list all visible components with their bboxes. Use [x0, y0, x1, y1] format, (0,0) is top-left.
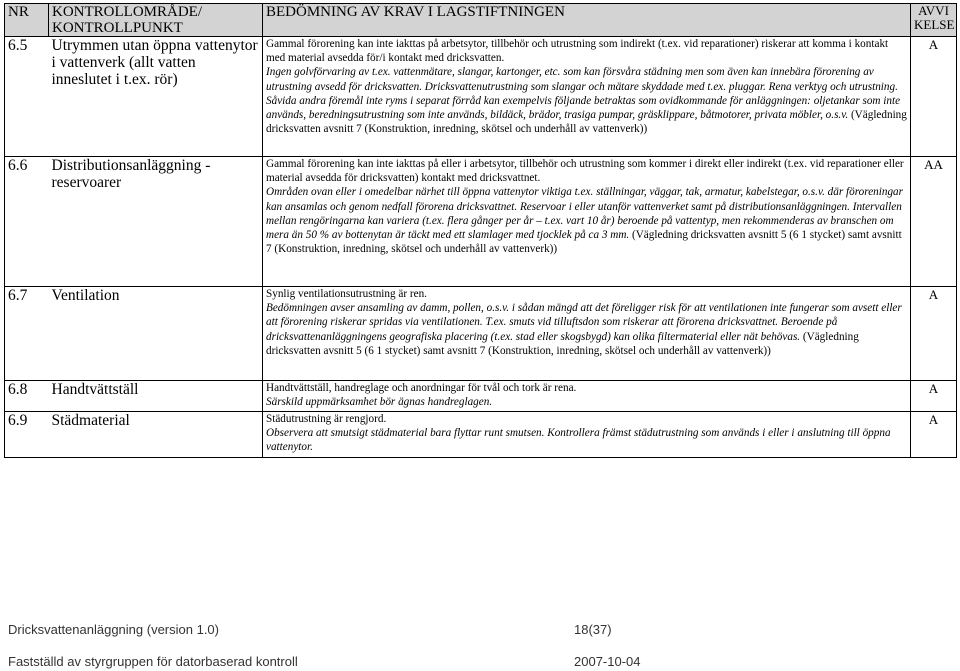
row-assessment [263, 412, 911, 458]
row-nr: 6.5 [5, 37, 49, 157]
deviation-class: A [911, 287, 957, 381]
row-assessment [263, 287, 911, 381]
footer-page-number: 18(37) [574, 622, 612, 637]
row-nr: 6.6 [5, 157, 49, 287]
requirement-text: Gammal förorening kan inte iakttas på arbetsytor, tillbehör och utrustning som indirekt (t.ex. vid reparationer) riskerar att komma i kontakt med material avsedda för/i kontakt med dricksvatten. [266, 38, 889, 65]
guidance-text: (Vägledning dricksvatten avsnitt 7 (Konstruktion, inredning, skötsel och underhåll av vattenverk)) [266, 109, 907, 136]
row-nr: 6.9 [5, 412, 49, 458]
table-row [5, 37, 957, 157]
requirement-text: Synlig ventilationsutrustning är ren. [266, 288, 427, 300]
header-assessment: BEDÖMNING AV KRAV I LAGSTIFTNINGEN [263, 4, 911, 37]
footer-established-by: Fastställd av styrgruppen för datorbaserad kontroll [8, 654, 298, 669]
footer-date: 2007-10-04 [574, 654, 641, 669]
table-row [5, 157, 957, 287]
row-area: Utrymmen utan öppna vattenytor i vattenverk (allt vatten inneslutet i t.ex. rör) [49, 37, 263, 157]
note-text: Observera att smutsigt städmaterial bara flyttar runt smutsen. Kontrollera främst städutrustning som används i eller i anslutning till öppna vattenytor. [266, 427, 891, 454]
table-header-row [5, 4, 957, 37]
guidance-text: (Vägledning dricksvatten avsnitt 5 (6 1 stycket) samt avsnitt 7 (Konstruktion, inredning, skötsel och underhåll av vattenverk)) [266, 330, 859, 357]
row-area: Städmaterial [49, 412, 263, 458]
guidance-text: (Vägledning dricksvatten avsnitt 5 (6 1 stycket) samt avsnitt 7 (Konstruktion, inredning, skötsel och underhåll av vattenverk)) [266, 229, 902, 256]
deviation-class: A [911, 412, 957, 458]
table-row [5, 381, 957, 412]
footer-document-name: Dricksvattenanläggning (version 1.0) [8, 622, 219, 637]
requirement-text: Gammal förorening kan inte iakttas på eller i arbetsytor, tillbehör och utrustning som kommer i direkt eller indirekt (t.ex. vid reparationer eller material avsedda för dricksvatten) kontakt med dricksvattnet. [266, 158, 904, 185]
header-area: KONTROLLOMRÅDE/ KONTROLLPUNKT [49, 4, 263, 37]
deviation-class: AA [911, 157, 957, 287]
deviation-class: A [911, 37, 957, 157]
inspection-table [4, 3, 957, 458]
row-assessment [263, 157, 911, 287]
row-assessment [263, 37, 911, 157]
deviation-class: A [911, 381, 957, 412]
row-area: Handtvättställ [49, 381, 263, 412]
note-text: Områden ovan eller i omedelbar närhet till öppna vattenytor viktiga t.ex. ställningar, väggar, tak, armatur, kabelstegar, o.s.v. där föroreningar kan ansamlas och genom nedfall förorena dricksvattnet. Reservoar i eller utanför vattenverket samt på distributionsanläggningen. Intervallen mellan rengöringarna kan variera (t.ex. flera gånger per år – t.ex. vart 10 år) beroende på vattentyp, men rekommenderas av branschen om mera än 50 % av bottenytan är täckt med ett slamlager med tjocklek på ca 3 mm. (Vägledning dricksvatten avsnitt 5 (6 1 stycket) samt avsnitt 7 (Konstruktion, inredning, skötsel och underhåll av vattenverk)) [266, 186, 903, 256]
row-nr: 6.8 [5, 381, 49, 412]
note-text: Bedömningen avser ansamling av damm, pollen, o.s.v. i sådan mängd att det föreligger risk för att ventilationen inte fungerar som avsett eller att förorening riskerar spridas via ventilationen. T.ex. smuts vid tilluftsdon som riskerar att förorena dricksvattnet. Beroende på dricksvattenanläggningens geografiska placering (t.ex. stad eller skogsbygd) kan olika filtermaterial eller nät behövas. (Vägledning dricksvatten avsnitt 5 (6 1 stycket) samt avsnitt 7 (Konstruktion, inredning, skötsel och underhåll av vattenverk)) [266, 302, 902, 357]
row-area: Distributionsanläggning - reservoarer [49, 157, 263, 287]
requirement-text: Handtvättställ, handreglage och anordningar för tvål och tork är rena. [266, 382, 577, 394]
note-text: Ingen golvförvaring av t.ex. vattenmätare, slangar, kartonger, etc. som kan försvåra städning men som även kan innebära förorening av utrustning avsedd för dricksvatten. Dricksvattenutrustning som slangar och mätare skyddade med t.ex. pluggar. Rena verktyg och utrustning. Såvida andra föremål inte ryms i separat förråd kan exempelvis följande betraktas som ovidkommande för anläggningen: oljetankar som inte används, beredningsutrustning som inte används, bildäck, brädor, trasiga pumpar, gräsklippare, båtmotorer, privata möbler, o.s.v. (Vägledning dricksvatten avsnitt 7 (Konstruktion, inredning, skötsel och underhåll av vattenverk)) [266, 66, 907, 136]
row-assessment [263, 381, 911, 412]
header-nr: NR [5, 4, 49, 37]
row-nr: 6.7 [5, 287, 49, 381]
page-footer [8, 622, 948, 670]
requirement-text: Städutrustning är rengjord. [266, 413, 387, 425]
header-deviation: AVVI KELSE [911, 4, 957, 37]
table-row [5, 287, 957, 381]
table-row [5, 412, 957, 458]
note-text: Särskild uppmärksamhet bör ägnas handreglagen. [266, 396, 493, 409]
row-area: Ventilation [49, 287, 263, 381]
